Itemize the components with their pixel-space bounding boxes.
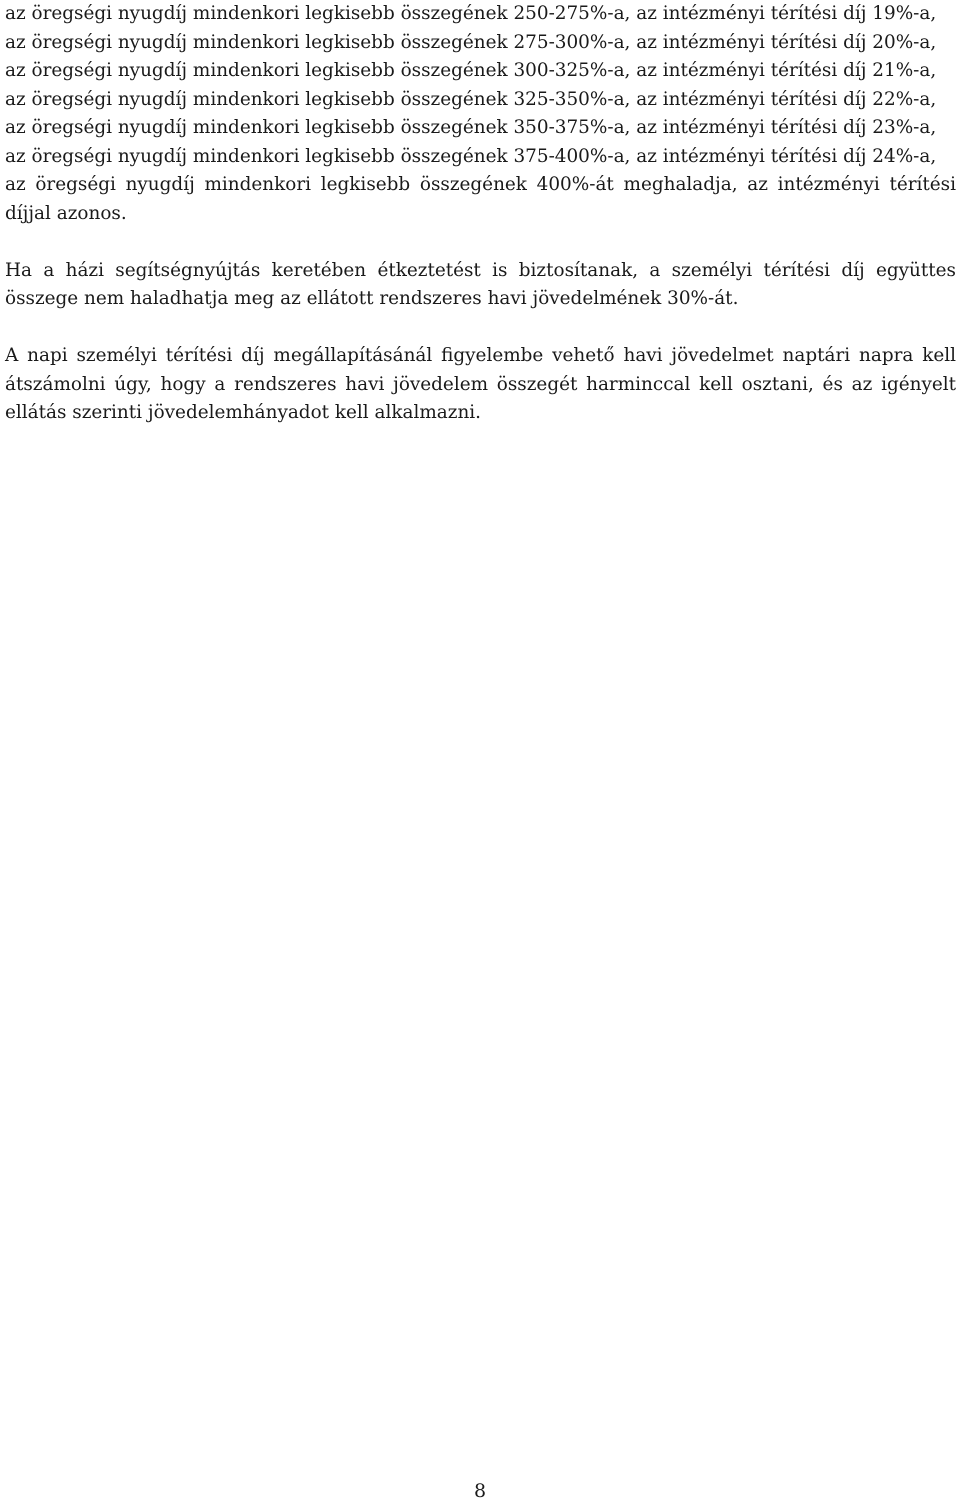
fee-bracket-21: az öregségi nyugdíj mindenkori legkisebb összegének 300-325%-a, az intézményi térítési díj 21%-a, xyxy=(5,60,937,81)
document-page xyxy=(5,0,956,428)
daily-fee-paragraph: A napi személyi térítési díj megállapításánál figyelembe vehető havi jövedelmet naptári napra kell átszámolni úgy, hogy a rendszeres havi jövedelem összegét harminccal kell osztani, és az igényelt ellátás szerinti jövedelemhányadot kell alkalmazni. xyxy=(5,345,956,423)
page-number: 8 xyxy=(473,1480,487,1502)
fee-bracket-23: az öregségi nyugdíj mindenkori legkisebb összegének 350-375%-a, az intézményi térítési díj 23%-a, xyxy=(5,117,937,138)
home-care-paragraph: Ha a házi segítségnyújtás keretében étkeztetést is biztosítanak, a személyi térítési díj együttes összege nem haladhatja meg az ellátott rendszeres havi jövedelmének 30%-át. xyxy=(5,259,956,309)
fee-bracket-above-400: az öregségi nyugdíj mindenkori legkisebb összegének 400%-át meghaladja, az intézményi térítési díjjal azonos. xyxy=(5,174,956,224)
fee-bracket-20: az öregségi nyugdíj mindenkori legkisebb összegének 275-300%-a, az intézményi térítési díj 20%-a, xyxy=(5,31,937,53)
fee-bracket-22: az öregségi nyugdíj mindenkori legkisebb összegének 325-350%-a, az intézményi térítési díj 22%-a, xyxy=(5,88,937,110)
fee-bracket-24: az öregségi nyugdíj mindenkori legkisebb összegének 375-400%-a, az intézményi térítési díj 24%-a, xyxy=(5,145,937,167)
fee-bracket-19: az öregségi nyugdíj mindenkori legkisebb összegének 250-275%-a, az intézményi térítési díj 19%-a, xyxy=(5,3,937,24)
